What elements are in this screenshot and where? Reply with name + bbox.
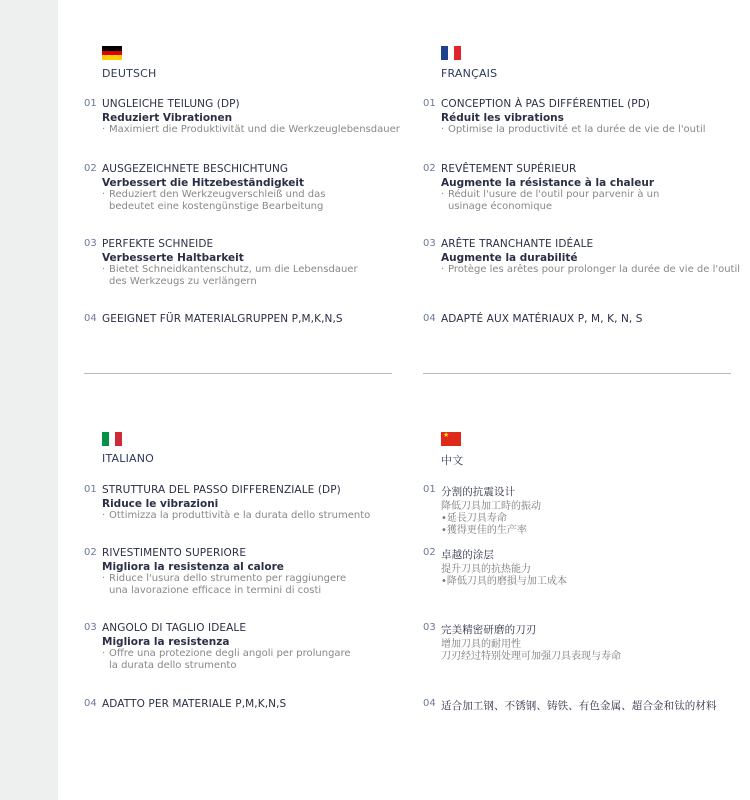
item-title: ADATTO PER MATERIALE P,M,K,N,S	[102, 698, 287, 710]
item-bullet: · Maximiert die Produktivität und die Werkzeuglebensdauer	[102, 124, 400, 135]
language-heading: FRANÇAIS	[441, 67, 498, 80]
item-detail: •延長刀具寿命	[441, 513, 507, 524]
item-title: ANGOLO DI TAGLIO IDEALE	[102, 622, 247, 634]
item-number: 03	[84, 622, 97, 633]
item-bullet: · Réduit l'usure de l'outil pour parvenir à un usinage économique	[441, 189, 660, 212]
item-number: 01	[84, 484, 97, 495]
item-subtitle: Augmente la durabilité	[441, 252, 578, 264]
language-heading: 中文	[441, 454, 464, 467]
item-title: STRUTTURA DEL PASSO DIFFERENZIALE (DP)	[102, 484, 341, 496]
item-subtitle: Migliora la resistenza	[102, 636, 230, 648]
item-subtitle: Réduit les vibrations	[441, 112, 564, 124]
item-detail: 刀刃经过特别处理可加强刀具表现与寿命	[441, 651, 621, 662]
item-title: PERFEKTE SCHNEIDE	[102, 238, 214, 250]
item-title: ARÊTE TRANCHANTE IDÉALE	[441, 238, 594, 250]
item-number: 03	[84, 238, 97, 249]
item-subtitle: Migliora la resistenza al calore	[102, 561, 284, 573]
item-title: RIVESTIMENTO SUPERIORE	[102, 547, 247, 559]
item-title: UNGLEICHE TEILUNG (DP)	[102, 98, 240, 110]
item-bullet: · Reduziert den Werkzeugverschleiß und das bedeutet eine kostengünstige Bearbeitung	[102, 189, 326, 212]
item-number: 02	[423, 163, 436, 174]
item-bullet: · Protège les arêtes pour prolonger la durée de vie de l'outil	[441, 264, 741, 275]
language-heading: DEUTSCH	[102, 67, 157, 80]
item-number: 04	[423, 313, 436, 324]
item-detail: 降低刀具加工時的振动	[441, 501, 541, 512]
item-bullet: · Bietet Schneidkantenschutz, um die Lebensdauer des Werkzeugs zu verlängern	[102, 264, 358, 287]
item-bullet: · Offre una protezione degli angoli per prolungare la durata dello strumento	[102, 648, 351, 671]
item-number: 04	[423, 698, 436, 709]
item-bullet: · Ottimizza la produttività e la durata dello strumento	[102, 510, 371, 521]
item-subtitle: Augmente la résistance à la chaleur	[441, 177, 655, 189]
french-flag-icon	[441, 46, 461, 60]
item-number: 03	[423, 238, 436, 249]
item-title: 完美精密研磨的刀刃	[441, 624, 537, 636]
item-subtitle: Riduce le vibrazioni	[102, 498, 219, 510]
item-title: 卓越的涂层	[441, 549, 494, 561]
item-title: GEEIGNET FÜR MATERIALGRUPPEN P,M,K,N,S	[102, 313, 343, 325]
item-title: CONCEPTION À PAS DIFFÉRENTIEL (PD)	[441, 98, 651, 110]
german-flag-icon	[102, 46, 122, 60]
item-bullet: · Optimise la productivité et la durée de vie de l'outil	[441, 124, 706, 135]
item-detail: 提升刀具的抗热能力	[441, 564, 531, 575]
item-title: REVÊTEMENT SUPÉRIEUR	[441, 163, 577, 175]
item-number: 03	[423, 622, 436, 633]
item-detail: •獲得更佳的生产率	[441, 525, 527, 536]
item-number: 02	[84, 547, 97, 558]
language-heading: ITALIANO	[102, 452, 155, 465]
item-number: 01	[423, 484, 436, 495]
item-detail: 增加刀具的耐用性	[441, 639, 521, 650]
item-subtitle: Reduziert Vibrationen	[102, 112, 233, 124]
item-title: 适合加工钢、不锈钢、铸铁、有色金属、超合金和钛的材料	[441, 700, 717, 712]
item-subtitle: Verbesserte Haltbarkeit	[102, 252, 244, 264]
item-title: AUSGEZEICHNETE BESCHICHTUNG	[102, 163, 289, 175]
item-title: 分割的抗震设计	[441, 486, 516, 498]
item-bullet: · Riduce l'usura dello strumento per raggiungere una lavorazione efficace in termini di costi	[102, 573, 347, 596]
left-margin-strip	[0, 0, 58, 800]
item-number: 01	[84, 98, 97, 109]
item-number: 04	[84, 698, 97, 709]
section-divider	[84, 373, 392, 374]
italian-flag-icon	[102, 432, 122, 446]
item-title: ADAPTÉ AUX MATÉRIAUX P, M, K, N, S	[441, 313, 643, 325]
item-number: 01	[423, 98, 436, 109]
section-divider	[423, 373, 731, 374]
chinese-flag-icon	[441, 432, 461, 446]
item-number: 04	[84, 313, 97, 324]
item-number: 02	[423, 547, 436, 558]
item-subtitle: Verbessert die Hitzebeständigkeit	[102, 177, 305, 189]
item-number: 02	[84, 163, 97, 174]
item-detail: •降低刀具的磨損与加工成本	[441, 576, 567, 587]
